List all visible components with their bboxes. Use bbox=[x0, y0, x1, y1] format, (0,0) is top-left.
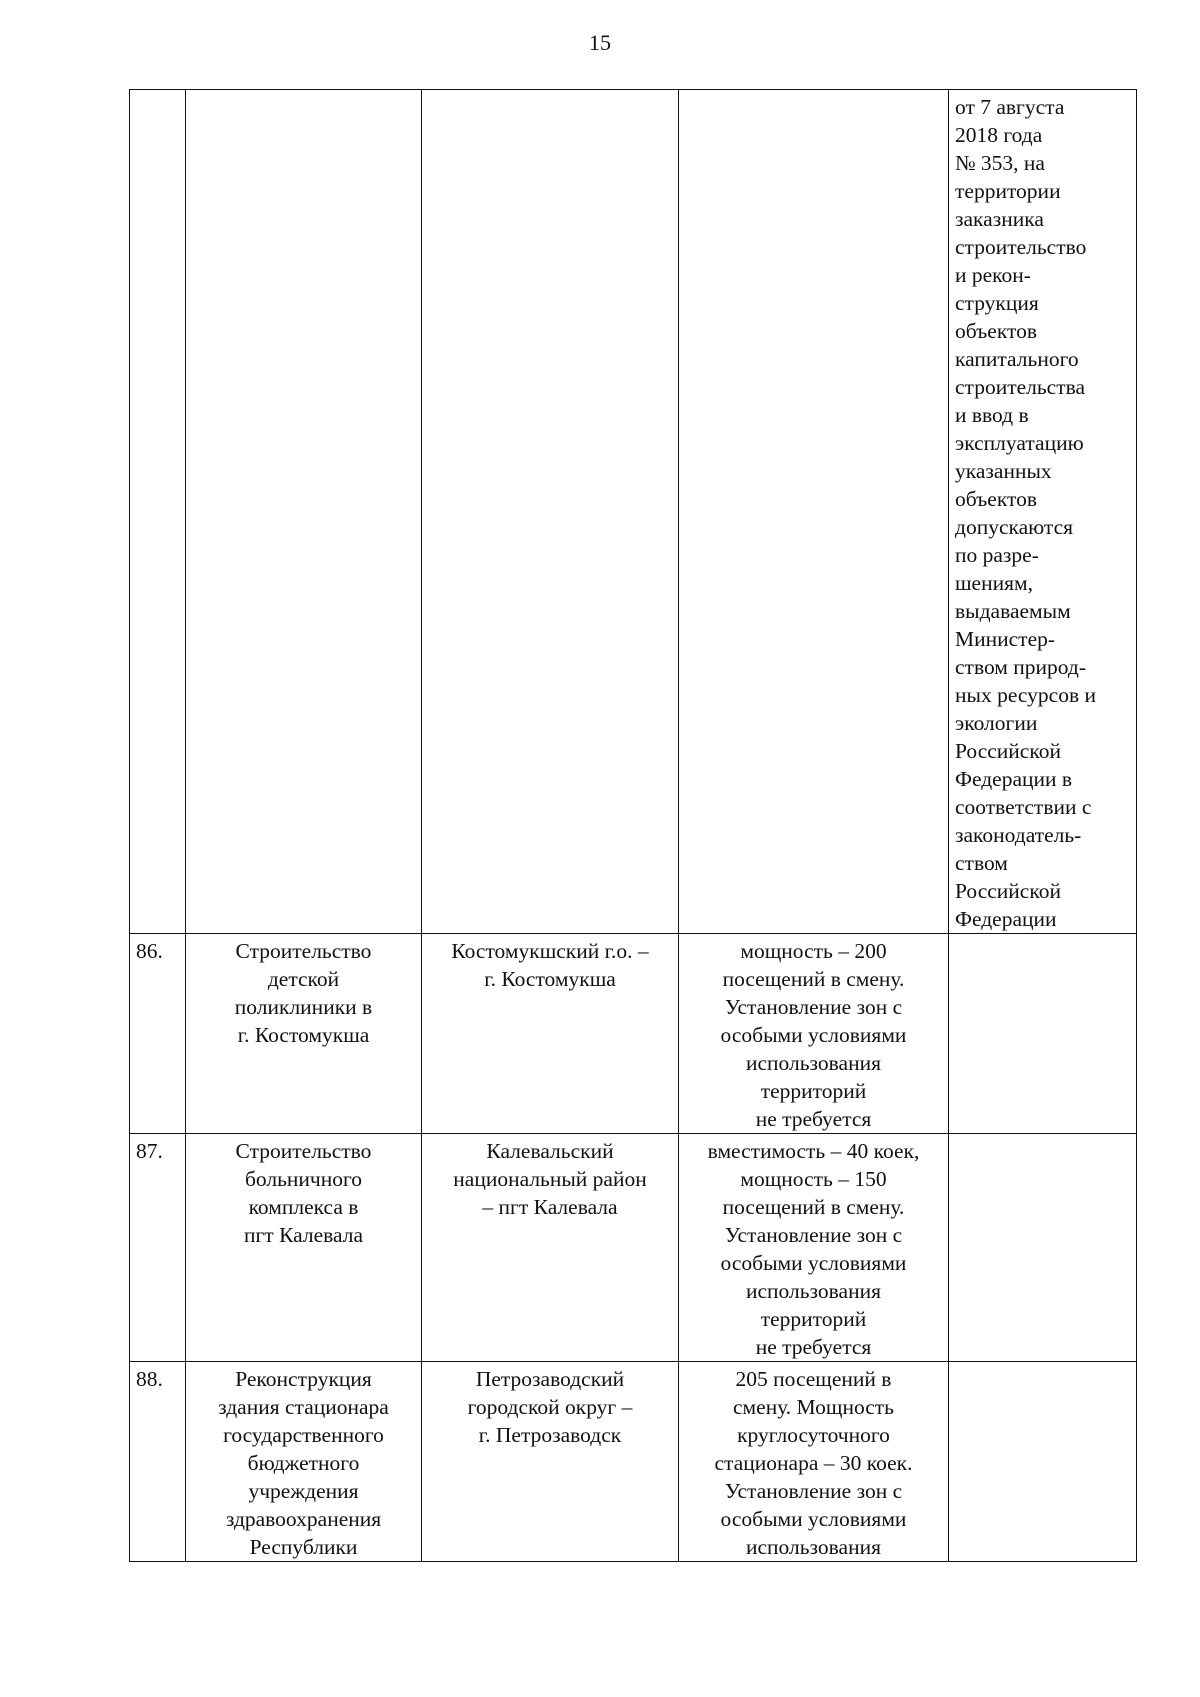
location: Петрозаводский городской округ – г. Петрозаводск bbox=[467, 1367, 633, 1447]
table-row bbox=[130, 90, 1137, 934]
object-name-cell bbox=[186, 1134, 422, 1362]
characteristics: мощность – 200 посещений в смену. Установление зон с особыми условиями использования территорий не требуется bbox=[720, 939, 907, 1131]
row-number: 87. bbox=[136, 1139, 163, 1163]
row-number-cell bbox=[130, 934, 186, 1134]
location-cell bbox=[422, 934, 679, 1134]
object-name-cell bbox=[186, 934, 422, 1134]
object-name: Строительство детской поликлиники в г. Костомукша bbox=[234, 939, 373, 1047]
row-number: 88. bbox=[136, 1367, 163, 1391]
location: Калевальский национальный район – пгт Калевала bbox=[453, 1139, 647, 1219]
location: Костомукшский г.о. – г. Костомукша bbox=[451, 939, 649, 991]
characteristics-cell bbox=[679, 934, 949, 1134]
characteristics: 205 посещений в смену. Мощность круглосуточного стационара – 30 коек. Установление зон с особыми условиями использования bbox=[714, 1367, 913, 1559]
characteristics-cell bbox=[679, 1362, 949, 1562]
notes-cell bbox=[949, 1362, 1137, 1562]
table-row bbox=[130, 1134, 1137, 1362]
object-name-cell bbox=[186, 90, 422, 934]
objects-table bbox=[129, 89, 1137, 1562]
characteristics: вместимость – 40 коек, мощность – 150 посещений в смену. Установление зон с особыми условиями использования территорий не требуется bbox=[707, 1139, 920, 1359]
row-number-cell bbox=[130, 1362, 186, 1562]
table-row bbox=[130, 1362, 1137, 1562]
notes-cell bbox=[949, 934, 1137, 1134]
notes-cell bbox=[949, 1134, 1137, 1362]
characteristics-cell bbox=[679, 1134, 949, 1362]
page-number: 15 bbox=[589, 30, 611, 55]
table-row bbox=[130, 934, 1137, 1134]
object-name: Строительство больничного комплекса в пгт Калевала bbox=[235, 1139, 372, 1247]
row-number-cell bbox=[130, 1134, 186, 1362]
object-name-cell bbox=[186, 1362, 422, 1562]
row-number-cell bbox=[130, 90, 186, 934]
notes: от 7 августа 2018 года № 353, на территории заказника строительство и рекон- струкция объектов капитального строительства и ввод в эксплуатацию указанных объектов допускаются по разре- шениям, выдаваемым Министер- ством природ- ных ресурсов и экологии Российской Федерации в соответствии с законодатель- ством Российской Федерации bbox=[955, 95, 1096, 931]
row-number: 86. bbox=[136, 939, 163, 963]
location-cell bbox=[422, 90, 679, 934]
characteristics-cell bbox=[679, 90, 949, 934]
notes-cell bbox=[949, 90, 1137, 934]
location-cell bbox=[422, 1362, 679, 1562]
location-cell bbox=[422, 1134, 679, 1362]
object-name: Реконструкция здания стационара государственного бюджетного учреждения здравоохранения Республики bbox=[218, 1367, 389, 1559]
